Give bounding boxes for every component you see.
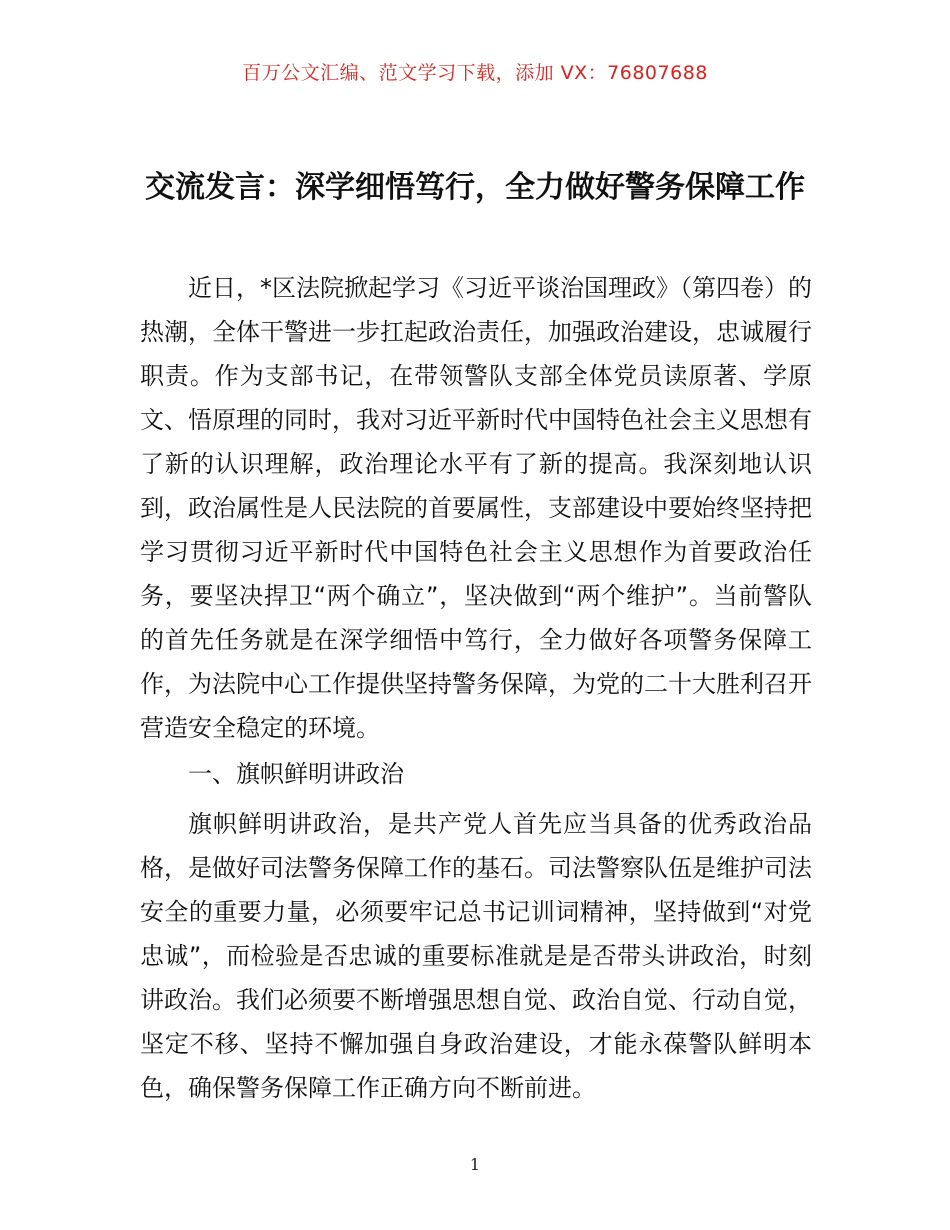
page-number: 1 <box>469 1155 481 1174</box>
paragraph-section-1 <box>140 802 812 1110</box>
paragraph-intro-text: 近日，*区法院掀起学习《习近平谈治国理政》（第四卷）的热潮，全体干警进一步扛起政治责任，加强政治建设，忠诚履行职责。作为支部书记，在带领警队支部全体党员读原著、学原文、悟原理的同时，我对习近平新时代中国特色社会主义思想有了新的认识理解，政治理论水平有了新的提高。我深刻地认识到，政治属性是人民法院的首要属性，支部建设中要始终坚持把学习贯彻习近平新时代中国特色社会主义思想作为首要政治任务，要坚决捍卫“两个确立”，坚决做到“两个维护”。当前警队的首先任务就是在深学细悟中笃行，全力做好各项警务保障工作，为法院中心工作提供坚持警务保障，为党的二十大胜利召开营造安全稳定的环境。 <box>140 274 812 742</box>
section-heading-1 <box>140 752 812 796</box>
header-banner: 百万公文汇编、范文学习下载，添加 VX：76807688 <box>242 62 708 84</box>
paragraph-intro <box>140 266 812 750</box>
paragraph-section-1-text: 旗帜鲜明讲政治，是共产党人首先应当具备的优秀政治品格，是做好司法警务保障工作的基石。司法警察队伍是维护司法安全的重要力量，必须要牢记总书记训词精神，坚持做到“对党忠诚”，而检验是否忠诚的重要标准就是是否带头讲政治，时刻讲政治。我们必须要不断增强思想自觉、政治自觉、行动自觉，坚定不移、坚持不懈加强自身政治建设，才能永葆警队鲜明本色，确保警务保障工作正确方向不断前进。 <box>140 810 812 1102</box>
section-heading-1-text: 一、旗帜鲜明讲政治 <box>188 760 404 788</box>
document-title: 交流发言：深学细悟笃行，全力做好警务保障工作 <box>145 170 805 205</box>
